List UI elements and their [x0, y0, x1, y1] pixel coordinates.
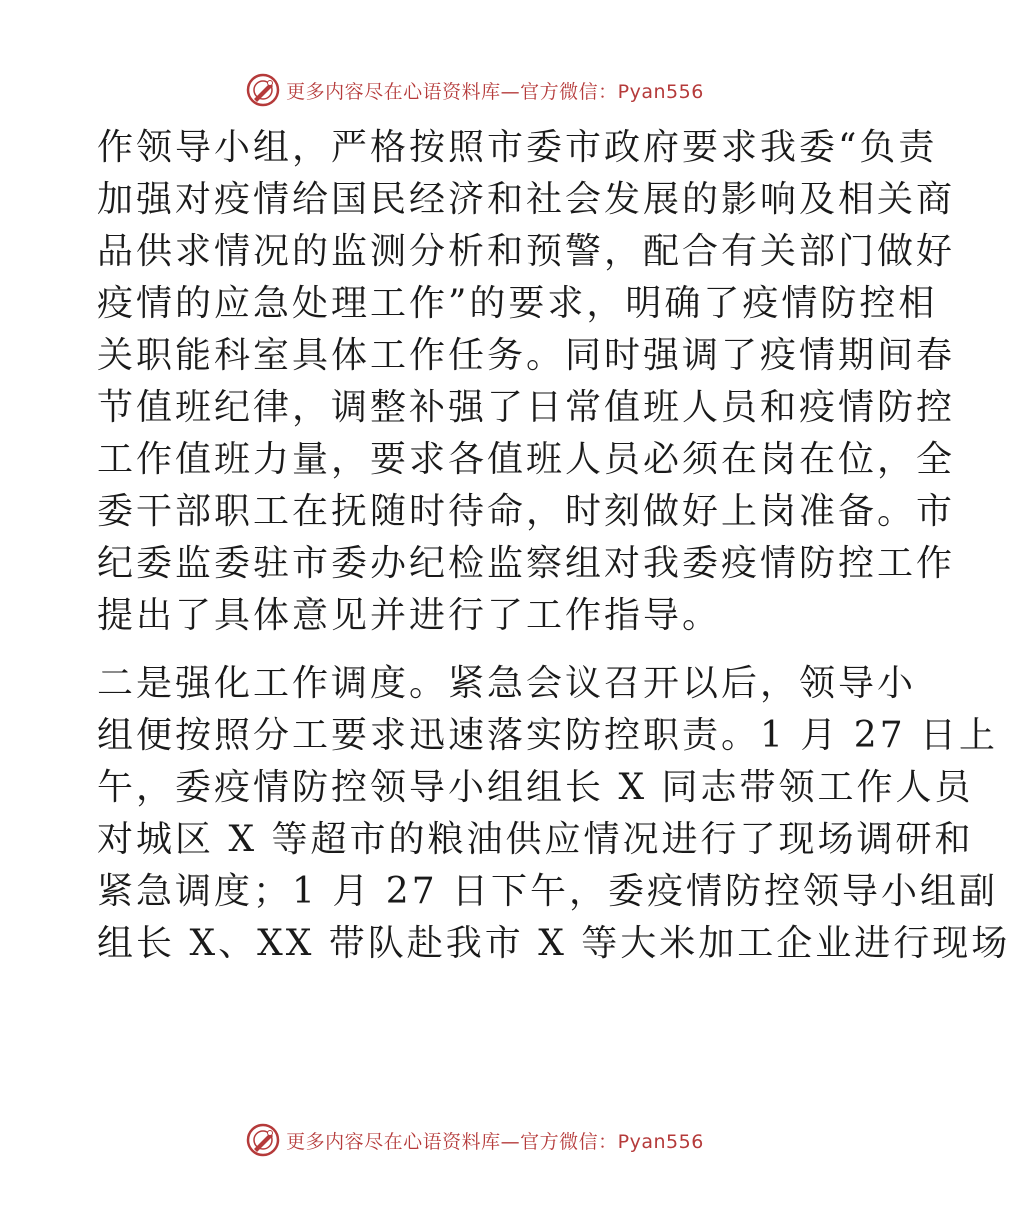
text-line: 品供求情况的监测分析和预警，配合有关部门做好 [97, 231, 956, 272]
text-line: 提出了具体意见并进行了工作指导。 [97, 595, 722, 636]
header-watermark [0, 70, 950, 110]
text-line: 纪委监委驻市委办纪检监察组对我委疫情防控工作 [97, 543, 956, 584]
logo-icon [246, 73, 280, 107]
document-body [97, 122, 1010, 970]
paragraph-1 [97, 122, 956, 642]
text-line: 午，委疫情防控领导小组组长 X 同志带领工作人员 [97, 767, 974, 808]
watermark-text: 更多内容尽在心语资料库—官方微信：Pyan556 [286, 80, 704, 103]
text-line: 节值班纪律，调整补强了日常值班人员和疫情防控 [97, 387, 956, 428]
text-line: 关职能科室具体工作任务。同时强调了疫情期间春 [97, 335, 956, 376]
watermark-text: 更多内容尽在心语资料库—官方微信：Pyan556 [286, 1130, 704, 1153]
footer-watermark [0, 1120, 950, 1160]
text-line: 作领导小组，严格按照市委市政府要求我委“负责 [97, 127, 938, 168]
text-line: 疫情的应急处理工作”的要求，明确了疫情防控相 [97, 283, 938, 324]
text-line: 紧急调度；1 月 27 日下午，委疫情防控领导小组副 [97, 871, 999, 912]
text-line: 委干部职工在抚随时待命，时刻做好上岗准备。市 [97, 491, 956, 532]
text-line: 二是强化工作调度。紧急会议召开以后，领导小 [97, 663, 917, 704]
text-line: 组长 X、XX 带队赴我市 X 等大米加工企业进行现场 [97, 923, 1010, 964]
text-line: 组便按照分工要求迅速落实防控职责。1 月 27 日上 [97, 715, 999, 756]
text-line: 工作值班力量，要求各值班人员必须在岗在位，全 [97, 439, 956, 480]
paragraph-2 [97, 658, 1010, 970]
text-line: 对城区 X 等超市的粮油供应情况进行了现场调研和 [97, 819, 974, 860]
text-line: 加强对疫情给国民经济和社会发展的影响及相关商 [97, 179, 956, 220]
logo-icon [246, 1123, 280, 1157]
